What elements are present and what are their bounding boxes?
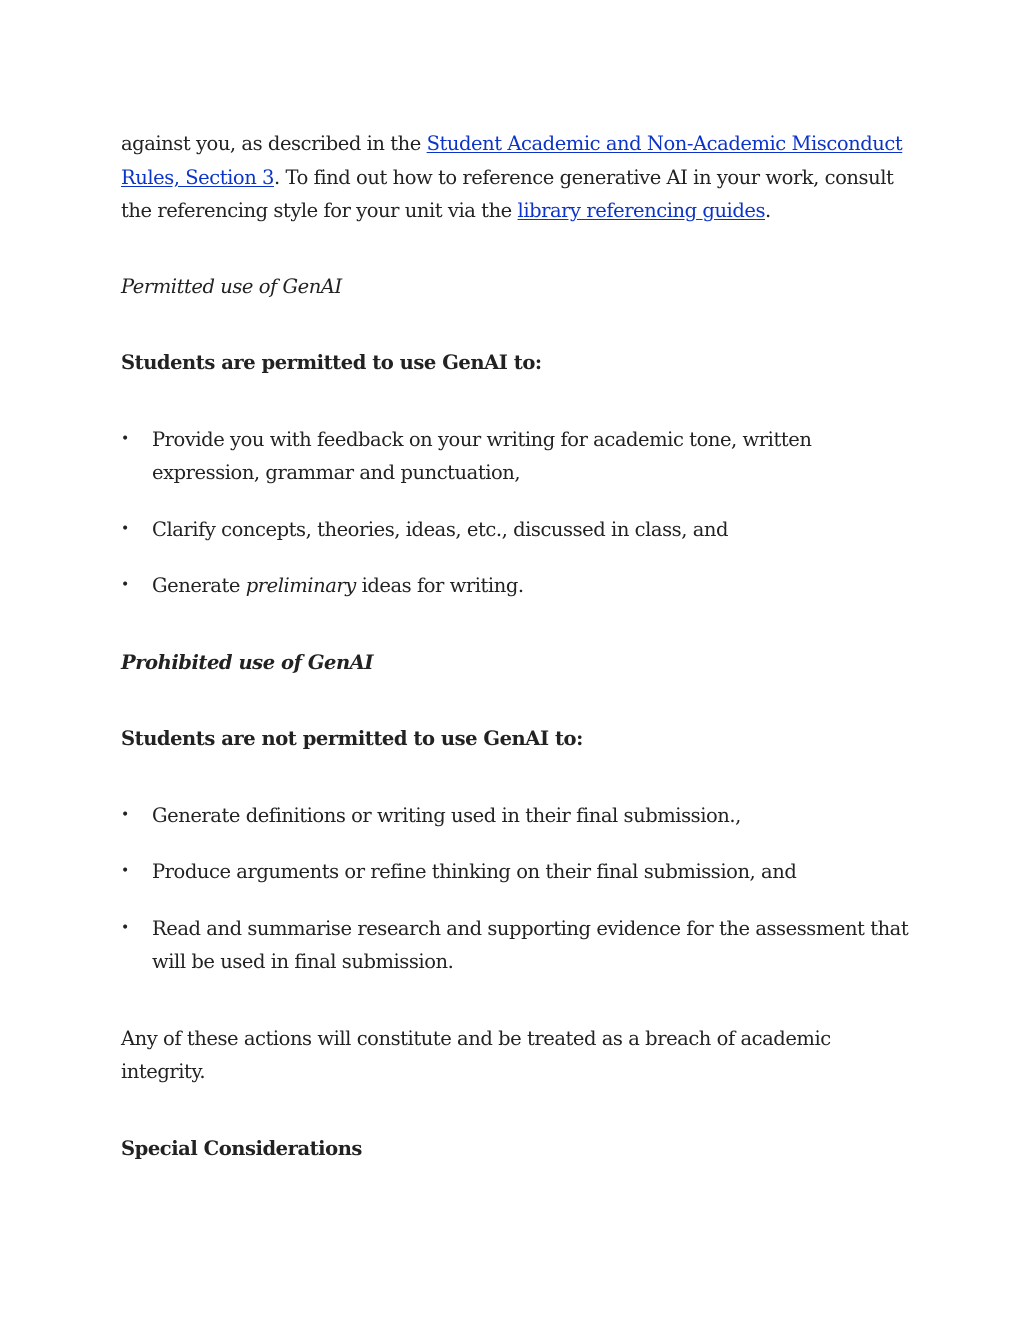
list-item-text: Clarify concepts, theories, ideas, etc., discussed in class, and	[152, 517, 729, 541]
permitted-list-item	[121, 569, 911, 603]
list-item-text: Read and summarise research and supporting evidence for the assessment that will be used in final submission.	[152, 916, 909, 973]
bullet-icon: •	[121, 430, 129, 447]
bullet-icon: •	[121, 520, 129, 537]
list-item-text-after: ideas for writing.	[355, 574, 524, 597]
permitted-list-item	[121, 513, 911, 547]
academic-integrity-statement: Any of these actions will constitute and be treated as a breach of academic integrity.	[121, 1026, 831, 1083]
prohibited-subheading: Students are not permitted to use GenAI to:	[121, 727, 583, 750]
intro-text-after-link: .	[765, 199, 771, 222]
permitted-list-item	[121, 423, 911, 490]
list-item-text: Provide you with feedback on your writing for academic tone, written expression, grammar and punctuation,	[152, 427, 812, 484]
list-item-text-before: Generate	[152, 574, 246, 597]
bullet-icon: •	[121, 919, 129, 936]
prohibited-list-item	[121, 799, 911, 833]
bullet-icon: •	[121, 577, 129, 593]
list-item-text: Produce arguments or refine thinking on their final submission, and	[152, 860, 797, 883]
intro-text-before-link: against you, as described in the	[121, 132, 427, 155]
special-considerations-heading: Special Considerations	[121, 1136, 362, 1160]
permitted-list	[121, 423, 911, 603]
prohibited-list-item	[121, 855, 911, 889]
misconduct-rules-link[interactable]: Student Academic and Non-Academic Misconduct Rules, Section 3	[121, 132, 903, 189]
intro-paragraph	[121, 127, 911, 228]
prohibited-list	[121, 799, 911, 979]
document-page	[121, 127, 911, 1208]
prohibited-list-item	[121, 912, 911, 979]
list-item-text: Generate definitions or writing used in their final submission.,	[152, 803, 741, 827]
permitted-subheading: Students are permitted to use GenAI to:	[121, 351, 542, 374]
permitted-use-heading: Permitted use of GenAI	[121, 274, 342, 298]
list-item-emphasis: preliminary	[245, 574, 356, 597]
prohibited-use-heading: Prohibited use of GenAI	[121, 650, 374, 674]
intro-text-between-links: . To find out how to reference generative AI in your work, consult the referencing style for your unit via the	[121, 165, 894, 222]
library-referencing-guides-link[interactable]: library referencing guides	[517, 199, 766, 222]
bullet-icon: •	[121, 806, 129, 823]
bullet-icon: •	[121, 863, 129, 879]
